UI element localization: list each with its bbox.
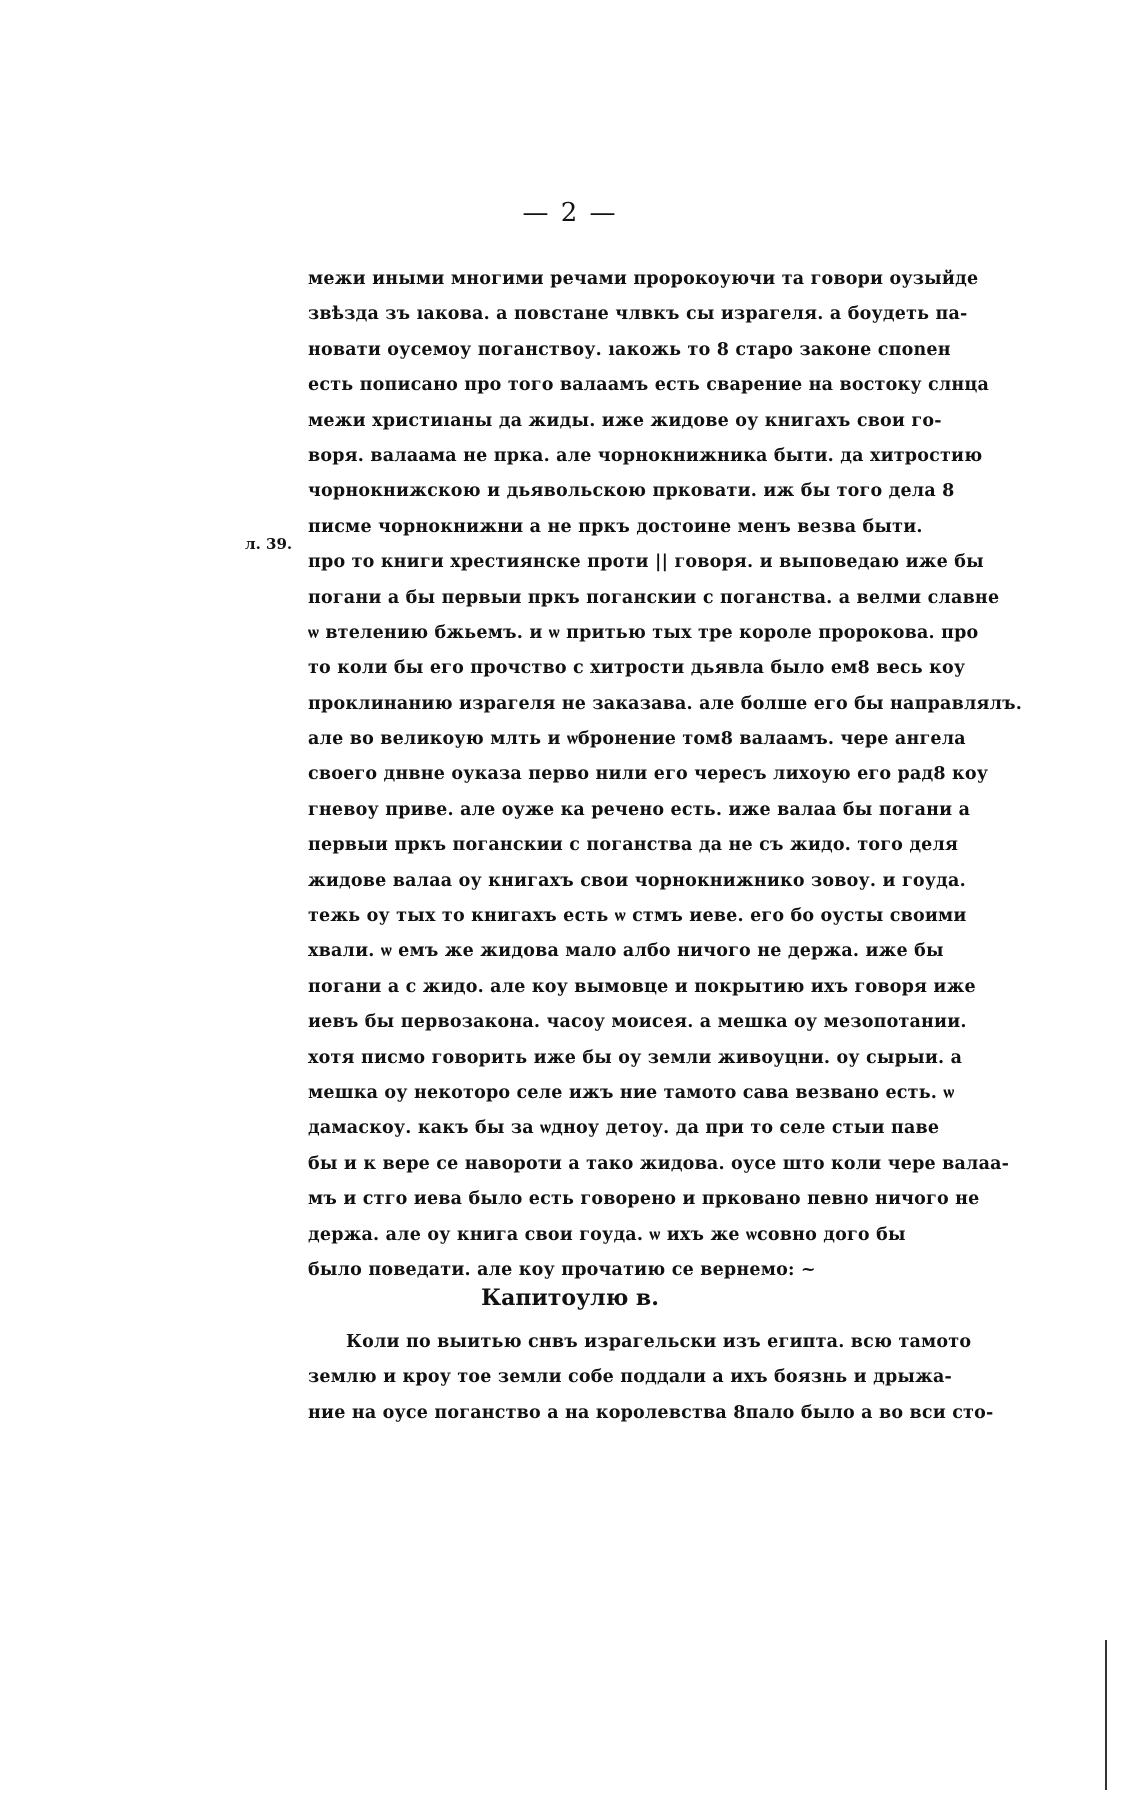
text-line: межи иными многими речами пророкоуючи та говори оузыйде <box>308 269 979 289</box>
text-line: хвали. ѡ емъ же жидова мало албо ничого не держа. иже бы <box>308 941 944 962</box>
text-line: есть пописано про того валаамъ есть сварение на востоку слнца <box>308 375 990 396</box>
text-line: погани а бы первыи пркъ поганскии с поганства. а велми славне <box>308 587 1000 608</box>
text-line: было поведати. але коу прочатию се вернемо: ~ <box>308 1259 816 1280</box>
text-line: иевъ бы первозакона. часоу моисея. а мешка оу мезопотании. <box>308 1012 967 1033</box>
text-line: хотя писмо говорить иже бы оу земли живоуцни. оу сырыи. а <box>308 1047 963 1068</box>
text-line: але во великоую млть и ѡбронение том8 валаамъ. чере ангела <box>308 729 966 750</box>
text-line: про то книги хрестиянске проти || говоря. и выповедаю иже бы <box>308 552 984 573</box>
paragraph-2 <box>308 1325 1028 1431</box>
page-number: — 2 — <box>522 198 618 228</box>
text-line: то коли бы его прочство с хитрости дьявла было ем8 весь коу <box>308 658 966 679</box>
text-line: чорнокнижскою и дьявольскою прковати. иж бы того дела 8 <box>308 481 955 502</box>
text-line: держа. але оу книга свои гоуда. ѡ ихъ же ѡсовно дого бы <box>308 1224 906 1245</box>
text-line: межи христиıаны да жиды. иже жидове оу книгахъ свои го- <box>308 410 942 431</box>
text-line: писме чорнокнижни а не пркъ достоине менъ везва быти. <box>308 516 923 537</box>
text-line: гневоу приве. але оуже ка речено есть. иже валаа бы погани а <box>308 799 971 820</box>
text-line: проклинанию израгеля не заказава. але болше его бы направлялъ. <box>308 693 1023 714</box>
text-line: тежь оу тых то книгахъ есть ѡ стмъ иеве. его бо оусты своими <box>308 906 967 927</box>
margin-note: л. 39. <box>245 535 293 553</box>
text-line: погани а с жидо. але коу вымовце и покрытию ихъ говоря иже <box>308 976 976 997</box>
text-line: землю и кроу тое земли собе поддали а ихъ боязнь и дрыжа- <box>308 1367 953 1388</box>
scan-edge-mark <box>1105 1640 1107 1790</box>
text-line: звѣзда зъ ıакова. а повстане члвкъ сы израгеля. а боудеть па- <box>308 304 968 325</box>
text-line: мъ и стго иева было есть говорено и прковано певно ничого не <box>308 1189 980 1210</box>
text-line: ние на оусе поганство а на королевства 8пало было а во вси сто- <box>308 1402 994 1423</box>
text-line: первыи пркъ поганскии с поганства да не съ жидо. того деля <box>308 835 959 856</box>
text-line: ѡ втелению бжьемъ. и ѡ притью тых тре короле пророкова. про <box>308 622 979 643</box>
text-line: бы и к вере се навороти а тако жидова. оусе што коли чере валаа- <box>308 1153 1010 1174</box>
paragraph-1 <box>308 262 1028 1288</box>
text-line: жидове валаа оу книгахъ свои чорнокнижнико зовоу. и гоуда. <box>308 870 966 891</box>
text-line: мешка оу некоторо селе ижъ ние тамото сава везвано есть. ѡ <box>308 1082 955 1103</box>
text-line: своего днвне оуказа перво нили его чересъ лихоую его рад8 коу <box>308 764 989 785</box>
text-line: новати оусемоу поганствоу. ıакожь то 8 старо законе споnен <box>308 339 951 360</box>
chapter-heading: Капитоулю в. <box>481 1285 659 1311</box>
text-line: Коли по выитью снвъ израгельски изъ египта. всю тамото <box>346 1332 972 1352</box>
text-line: воря. валаама не прка. але чорнокнижника быти. да хитростию <box>308 445 983 466</box>
text-line: дамаскоу. какъ бы за ѡдноу детоу. да при то селе стыи паве <box>308 1118 940 1139</box>
